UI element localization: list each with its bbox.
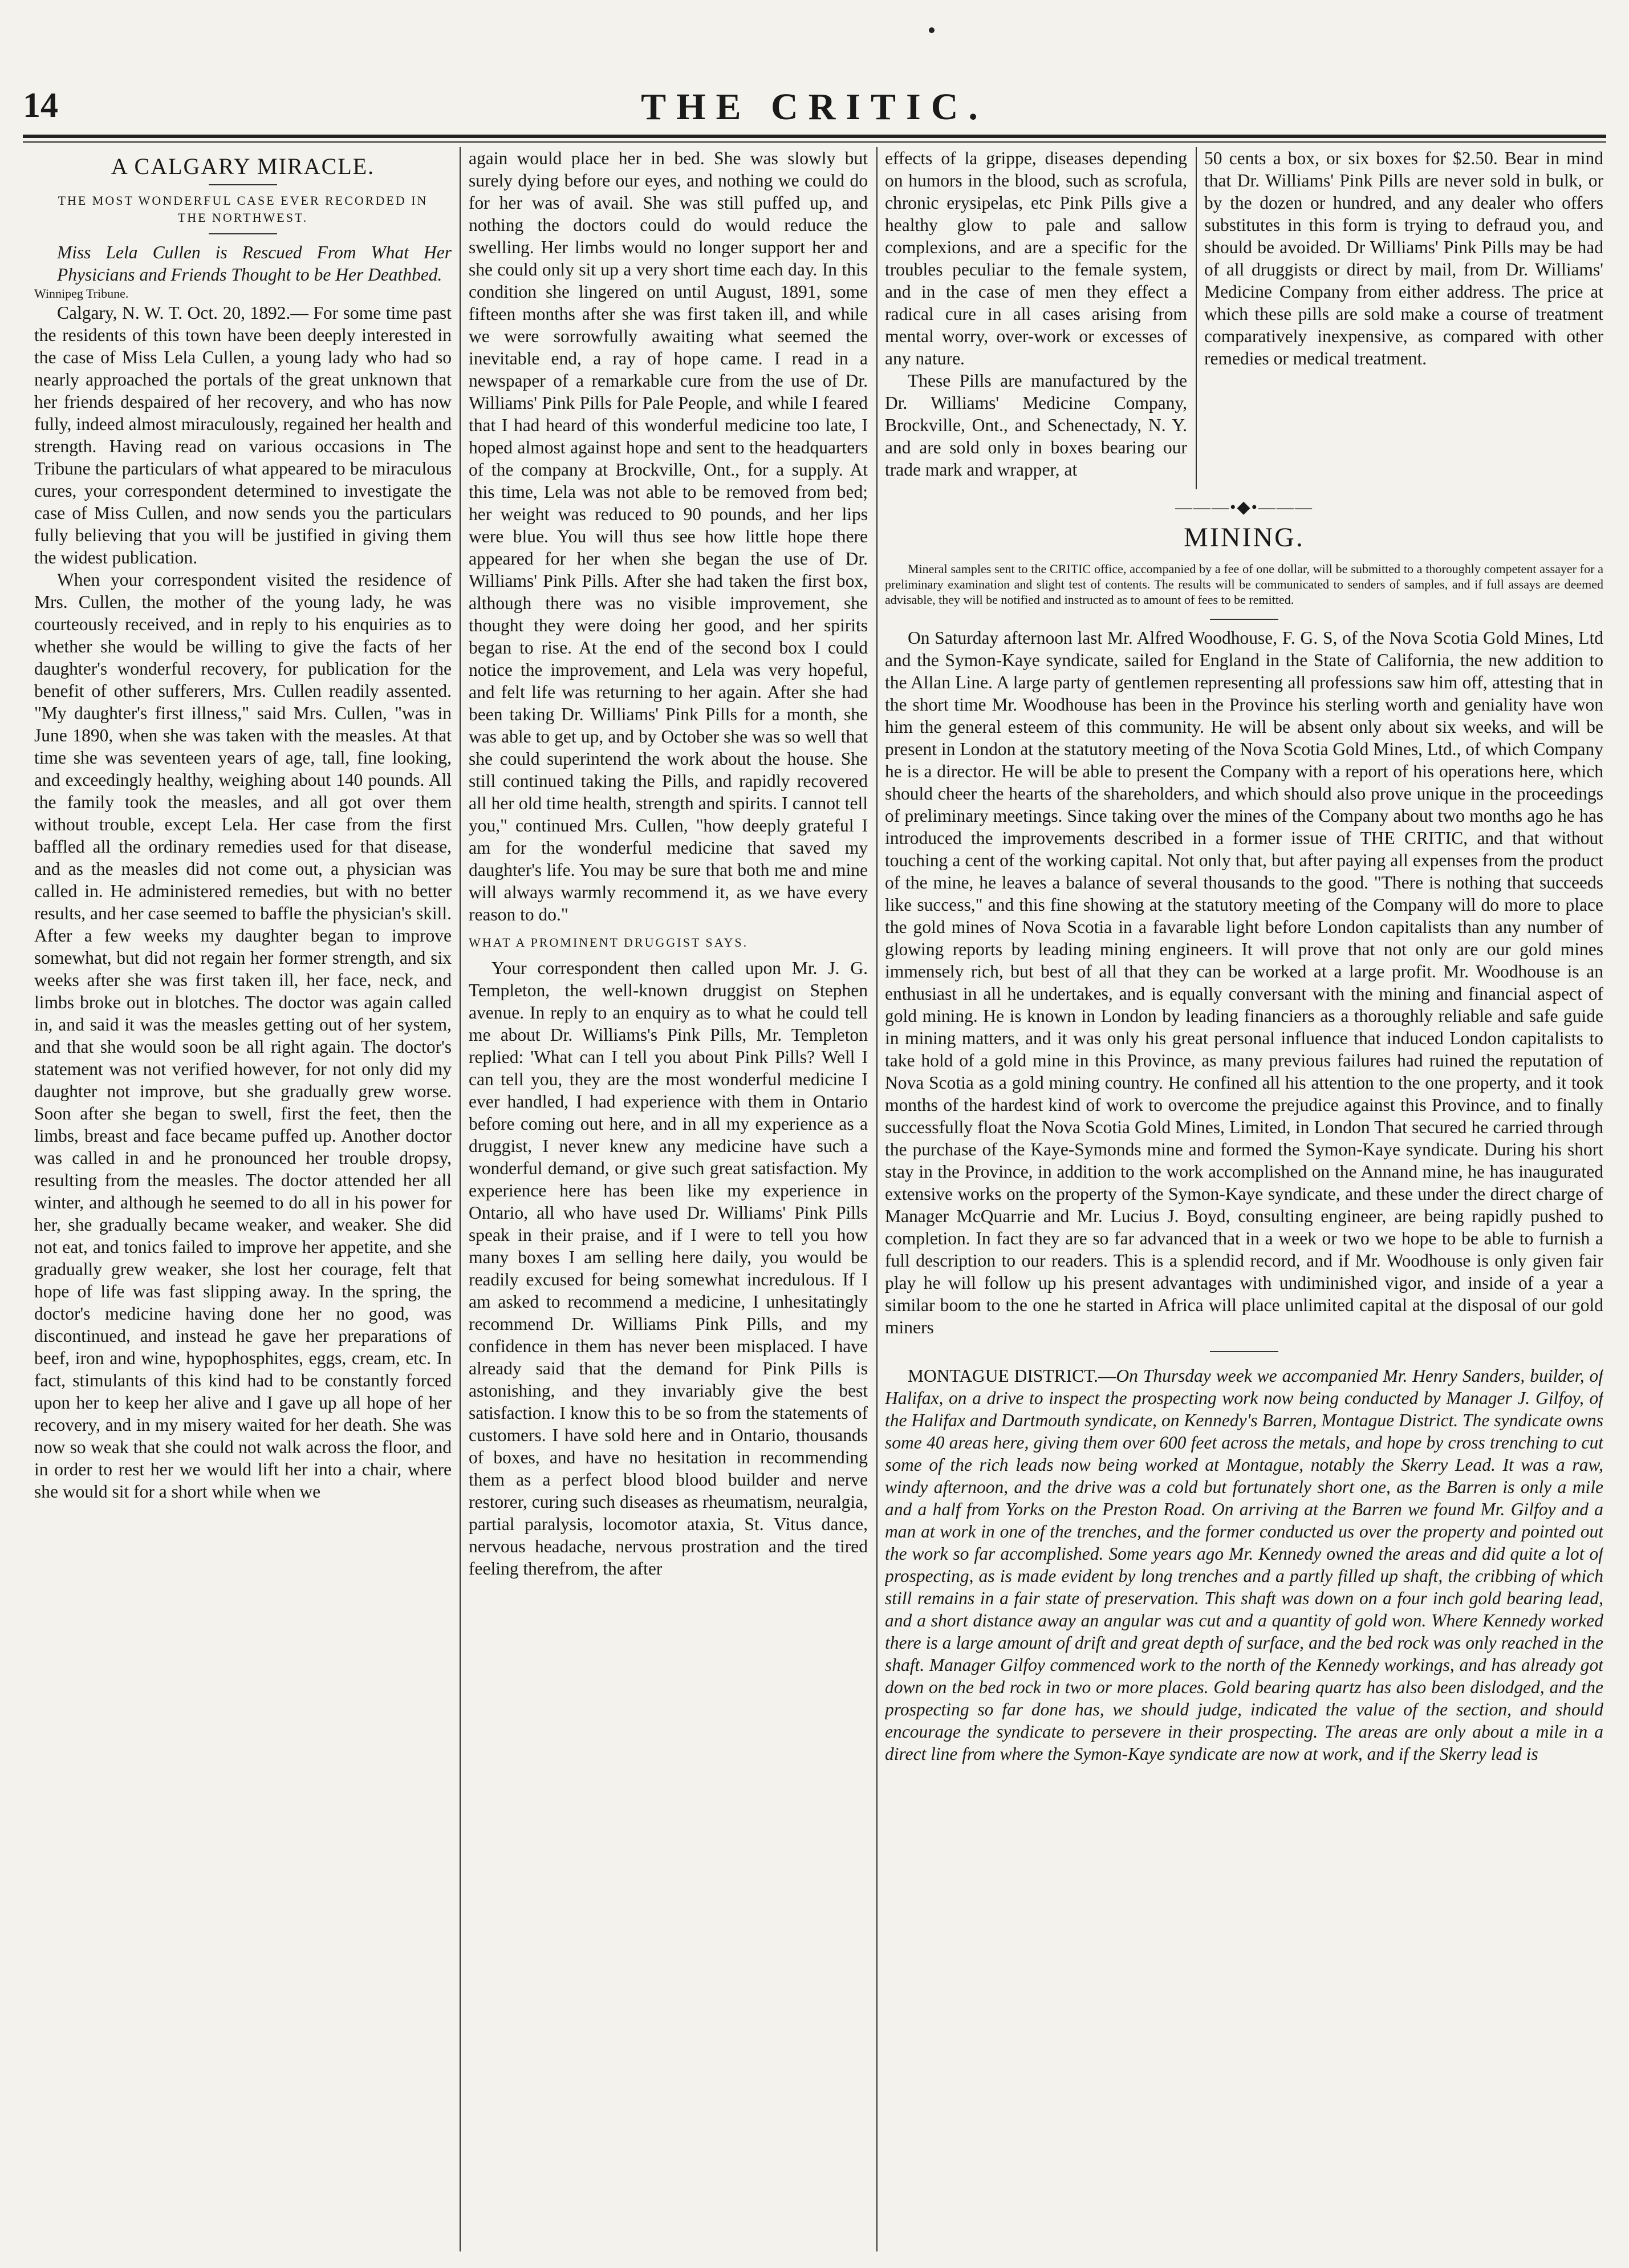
paragraph-lead: MONTAGUE DISTRICT. xyxy=(908,1366,1098,1386)
short-rule xyxy=(1210,1351,1278,1352)
article-paragraph: Calgary, N. W. T. Oct. 20, 1892.— For some time past the residents of this town have been deeply interested in the case of Miss Lela Cullen, a young lady who had so nearly approached the portals of the great unknown that her friends despaired of her recovery, and who has now fully, indeed almost miraculously, regained her health and strength. Having read on various occasions in The Tribune the particulars of what appeared to be miraculous cures, your correspondent determined to investigate the case of Miss Cullen, and now sends you the particulars fully believing that you will be justified in giving them the widest publication. xyxy=(34,303,452,567)
column-divider-1 xyxy=(460,147,461,2251)
column-1 xyxy=(34,147,452,2246)
section-subheading: WHAT A PROMINENT DRUGGIST SAYS. xyxy=(469,935,749,950)
short-rule xyxy=(209,184,277,185)
article-paragraph: effects of la grippe, diseases depending on humors in the blood, such as scrofula, chronic erysipelas, etc Pink Pills give a healthy glow to pale and sallow complexions, and are a specific for the troubles peculiar to the female system, and in the case of men they effect a radical cure in all cases arising from mental worry, over-work or excesses of any nature. xyxy=(885,148,1187,368)
article-paragraph: These Pills are manufactured by the Dr. Williams' Medicine Company, Brockville, Ont., and Schenectady, N. Y. and are sold only in boxes bearing our trade mark and wrapper, at xyxy=(885,371,1187,480)
article-paragraph: On Saturday afternoon last Mr. Alfred Woodhouse, F. G. S, of the Nova Scotia Gold Mines, Ltd and the Symon-Kaye syndicate, sailed for England in the State of California, the new addition to the Allan Line. A large party of gentlemen representing all professions saw him off, attesting that in the short time Mr. Woodhouse has been in the Province his sterling worth and geniality have won him the general esteem of this community. He will be absent only about six weeks, and will be present in London at the statutory meeting of the Nova Scotia Gold Mines, Ltd., of which Company he is a director. He will be able to present the Company with a report of his operations here, which should cheer the hearts of the shareholders, and which should also prove unique in the proceedings of preliminary meetings. Since taking over the mines of the Company about two months ago he has introduced the improvements described in a former issue of THE CRITIC, and that without touching a cent of the working capital. Not only that, but after paying all expenses from the product of the mine, he leaves a balance of several thousands to the good. "There is nothing that succeeds like success," and this fine showing at the statutory meeting of the Company will do more to place the gold mines of Nova Scotia in a favarable light before London capitalists than any number of glowing reports by leading mining engineers. It will prove that not only are our gold mines immensely rich, but best of all that they can be worked at a large profit. Mr. Woodhouse is an enthusiast in all he undertakes, and is equally conversant with the mining and financial aspect of gold mining. He is known in London by leading financiers as a thoroughly reliable and safe guide in mining matters, and it was only his great personal influence that induced London capitalists to take hold of a gold mine in this Province, as many previous failures had ruined the reputation of Nova Scotia as a gold mining country. He confined all his attention to the one property, and it took months of the hardest kind of work to overcome the prejudice against this Province, and to finally successfully float the Nova Scotia Gold Mines, Limited, in London That secured he carried through the purchase of the Kaye-Symonds mine and formed the Symon-Kaye syndicate. During his short stay in the Province, in addition to the work accomplished on the Annand mine, he has inaugurated extensive works on the property of the Symon-Kaye syndicate, and these under the direct charge of Manager McQuarrie and Mr. Lucius J. Boyd, consulting engineer, are being rapidly pushed to completion. In fact they are so far advanced that in a week or two we hope to be able to furnish a full description to our readers. This is a splendid record, and if Mr. Woodhouse is only given fair play he will follow up his present advantages with undiminished vigor, and inside of a year a similar boom to the one he started in Africa will place unlimited capital at the disposal of our gold miners xyxy=(885,628,1603,1337)
article-paragraph: When your correspondent visited the residence of Mrs. Cullen, the mother of the young lady, he was courteously received, and in reply to his enquiries as to whether she would be willing to give the facts of her daughter's wonderful recovery, for publication for the benefit of other sufferers, Mrs. Cullen readily assented. "My daughter's first illness," said Mrs. Cullen, "was in June 1890, when she was taken with the measles. At that time she was seventeen years of age, tall, fine looking, and exceedingly healthy, weighing about 140 pounds. All the family took the measles, and all got over them without trouble, except Lela. Her case from the first baffled all the ordinary remedies used for that disease, and as the measles did not come out, a physician was called in. He administered remedies, but with no better results, and her case seemed to baffle the physician's skill. After a few weeks my daughter began to improve somewhat, but did not regain her former strength, and six weeks after she was first taken ill, her face, neck, and limbs broke out in blotches. The doctor was again called in, and said it was the measles getting out of her system, and that she would soon be all right again. The doctor's statement was not verified however, for not only did my daughter not improve, but she gradually grew worse. Soon after she began to swell, first the feet, then the limbs, breast and face became puffed up. Another doctor was called in and he pronounced her trouble dropsy, resulting from the measles. The doctor attended her all winter, and although he seemed to do all in his power for her, she gradually became weaker, and weaker. She did not eat, and tonics failed to improve her appetite, and she gradually grew weaker, she lost her courage, felt that hope of life was fast slipping away. In the spring, the doctor's medicine having done her no good, was discontinued, and instead he gave her preparations of beef, iron and wine, hypophosphites, eggs, cream, etc. In fact, stimulants of this kind had to be constantly forced upon her to keep her alive and I gave up all hope of her recovery, and in my misery waited for her death. She was now so weak that she could not walk across the floor, and in order to rest her we would lift her into a chair, where she would sit for a short while when we xyxy=(34,570,452,1502)
article-source: Winnipeg Tribune. xyxy=(34,286,129,301)
article-deck: Miss Lela Cullen is Rescued From What Her Physicians and Friends Thought to be Her Deathbed. xyxy=(57,242,452,285)
column-3 xyxy=(885,147,1187,489)
article-subheading: THE MOST WONDERFUL CASE EVER RECORDED IN THE NORTHWEST. xyxy=(58,193,428,225)
article-paragraph: 50 cents a box, or six boxes for $2.50. Bear in mind that Dr. Williams' Pink Pills are never sold in bulk, or by the dozen or hundred, and any dealer who offers substitutes in this form is trying to defraud you, and should be avoided. Dr Williams' Pink Pills may be had of all druggists or direct by mail, from Dr. Williams' Medicine Company from either address. The price at which these pills are sold make a course of treatment comparatively inexpensive, as compared with other remedies or medical treatment. xyxy=(1204,148,1603,368)
article-heading: A CALGARY MIRACLE. xyxy=(111,153,375,179)
print-dot xyxy=(929,27,935,33)
newspaper-title: THE CRITIC. xyxy=(641,86,988,128)
masthead-rule xyxy=(23,135,1606,138)
page-number: 14 xyxy=(23,86,58,125)
short-rule xyxy=(209,233,277,234)
column-2 xyxy=(469,147,868,2246)
ornament-divider: ———•◆•——— xyxy=(1175,498,1314,517)
mining-section: ———•◆•——— MINING. Mineral samples sent to the CRITIC office, accompanied by a fee of one dollar, will be submitted to a thoroughly competent assayer for a preliminary examination and slight test of contents. The results will be communicated to senders of samples, and if full assays are deemed advisable, they will be notified and instructed as to amount of fees to be remitted. On Saturday afternoon last Mr. Alfred Woodhouse, F. G. S, of the Nova Scotia Gold Mines, Ltd and the Symon-Kaye syndicate, sailed for England in the State of California, the new addition to the Allan Line. A large party of gentlemen representing all professions saw him off, attesting that in the short time Mr. Woodhouse has been in the Province his sterling worth and geniality have won him the general esteem of this community. He will be absent only about six weeks, and will be present in London at the statutory meeting of the Nova Scotia Gold Mines, Ltd., of which Company he is a director. He will be able to present the Company with a report of his operations here, which should cheer the hearts of the shareholders, and which should also prove unique in the proceedings of preliminary meetings. Since taking over the mines of the Company about two months ago he has introduced the improvements described in a former issue of THE CRITIC, and that without touching a cent of the working capital. Not only that, but after paying all expenses from the product of the mine, he leaves a balance of several thousands to the good. "There is nothing that succeeds like success," and this fine showing at the statutory meeting of the Company will do more to place the gold mines of Nova Scotia in a favarable light before London capitalists than any number of glowing reports by leading mining engineers. It will prove that not only are our gold mines immensely rich, but best of all that they can be worked at a large profit. Mr. Woodhouse is an enthusiast in all he undertakes, and is equally conversant with the mining and financial aspect of gold mining. He is known in London by leading financiers as a thoroughly reliable and safe guide in mining matters, and it was only his great personal influence that induced London capitalists to take hold of a gold mine in this Province, as many previous failures had ruined the reputation of Nova Scotia as a gold mining country. He confined all his attention to the one property, and it took months of the hardest kind of work to overcome the prejudice against this Province, and to finally successfully float the Nova Scotia Gold Mines, Limited, in London That secured he carried through the purchase of the Kaye-Symonds mine and formed the Symon-Kaye syndicate. During his short stay in the Province, in addition to the work accomplished on the Annand mine, he has inaugurated extensive works on the property of the Symon-Kaye syndicate, and these under the direct charge of Manager McQuarrie and Mr. Lucius J. Boyd, consulting engineer, are being rapidly pushed to completion. In fact they are so far advanced that in a week or two we hope to be able to furnish a full description to our readers. This is a splendid record, and if Mr. Woodhouse is only given fair play he will follow up his present advantages with undiminished vigor, and inside of a year a similar boom to the one he started in Africa will place unlimited capital at the disposal of our gold miners MONTAGUE DISTRICT.—On Thursday week we accompanied Mr. Henry Sanders, builder, of Halifax, on a drive to inspect the prospecting work now being conducted by Manager J. Gilfoy, of the Halifax and Dartmouth syndicate, on Kennedy's Barren, Montague District. The syndicate owns some 40 areas here, giving them over 600 feet across the metals, and hope by cross trenching to cut some of the rich leads now being worked at Montague, notably the Skerry Lead. It was a raw, windy afternoon, and the drive was a cold but fortunately short one, as the Barren is only a mile and a half from Yorks on the Preston Road. On arriving at the Barren we found Mr. Gilfoy and a man at work in one of the trenches, and the former conducted us over the property and pointed out the work so far accomplished. Some years ago Mr. Kennedy owned the areas and did quite a lot of prospecting, as is made evident by long trenches and a partly filled up shaft, the cribbing of which still remains in a fair state of preservation. This shaft was down on a four inch gold bearing lead, and a short distance away an angular was cut and a quantity of gold won. Where Kennedy worked there is a large amount of drift and great depth of surface, and the bed rock was only reached in the shaft. Manager Gilfoy commenced work to the north of the Kennedy workings, and has already got down on the bed rock in two or more places. Gold bearing quartz has also been dislodged, and the prospecting so far done has, we should judge, indicated the value of the section, and should encourage the syndicate to persevere in their prospecting. The areas are only about a mile in a direct line from where the Symon-Kaye syndicate are now at work, and if the Skerry lead is xyxy=(885,496,1603,2247)
section-heading: MINING. xyxy=(1184,522,1305,553)
article-paragraph: again would place her in bed. She was slowly but surely dying before our eyes, and nothing we could do for her was of avail. She was still puffed up, and nothing the doctors could do would reduce the swelling. Her limbs would no longer support her and she could only sit up a very short time each day. In this condition she lingered on until August, 1891, some fifteen months after she was first taken ill, and while we were sorrowfully awaiting what seemed the inevitable end, a ray of hope came. I read in a newspaper of a remarkable cure from the use of Dr. Williams' Pink Pills for Pale People, and while I feared that I had heard of this wonderful medicine too late, I hoped almost against hope and sent to the headquarters of the company at Brockville, Ont., for a supply. At this time, Lela was not able to be removed from bed; her weight was reduced to 90 pounds, and her lips were blue. You will thus see how little hope there appeared for her when she began the use of Dr. Williams' Pink Pills. After she had taken the first box, although there was no visible improvement, she thought they were doing her good, and her spirits began to rise. At the end of the second box I could notice the improvement, and Lela was very hopeful, and felt life was returning to her again. After she had been taking Dr. Williams' Pink Pills for a month, she was able to get up, and by October she was so well that she could superintend the work about the house. She still continued taking the Pills, and rapidly recovered all her old time health, strength and spirits. I cannot tell you," continued Mrs. Cullen, "how deeply grateful I am for the wonderful medicine that saved my daughter's life. You may be sure that both me and mine will always warmly recommend it, as we have every reason to do." xyxy=(469,148,868,924)
column-divider-2 xyxy=(876,147,878,2251)
article-paragraph-text: On Thursday week we accompanied Mr. Henry Sanders, builder, of Halifax, on a drive to inspect the prospecting work now being conducted by Manager J. Gilfoy, of the Halifax and Dartmouth syndicate, on Kennedy's Barren, Montague District. The syndicate owns some 40 areas here, giving them over 600 feet across the metals, and hope by cross trenching to cut some of the rich leads now being worked at Montague, notably the Skerry Lead. It was a raw, windy afternoon, and the drive was a cold but fortunately short one, as the Barren is only a mile and a half from Yorks on the Preston Road. On arriving at the Barren we found Mr. Gilfoy and a man at work in one of the trenches, and the former conducted us over the property and pointed out the work so far accomplished. Some years ago Mr. Kennedy owned the areas and did quite a lot of prospecting, as is made evident by long trenches and a partly filled up shaft, the cribbing of which still remains in a fair state of preservation. This shaft was down on a four inch gold bearing lead, and a short distance away an angular was cut and a quantity of gold won. Where Kennedy worked there is a large amount of drift and great depth of surface, and the bed rock was only reached in the shaft. Manager Gilfoy commenced work to the north of the Kennedy workings, and has already got down on the bed rock in two or more places. Gold bearing quartz has also been dislodged, and the prospecting so far done has, we should judge, indicated the value of the section, and should encourage the syndicate to persevere in their prospecting. The areas are only about a mile in a direct line from where the Symon-Kaye syndicate are now at work, and if the Skerry lead is xyxy=(885,1366,1603,1764)
article-paragraph: Your correspondent then called upon Mr. J. G. Templeton, the well-known druggist on Stephen avenue. In reply to an enquiry as to what he could tell me about Dr. Williams's Pink Pills, Mr. Templeton replied: 'What can I tell you about Pink Pills? Well I can tell you, they are the most wonderful medicine I ever handled, I had experience with them in Ontario before coming out here, and in all my experience as a druggist, I never knew any medicine have such a wonderful demand, or give such great satisfaction. My experience here has been like my experience in Ontario, all who have used Dr. Williams' Pink Pills speak in their praise, and if I were to tell you how many boxes I am selling here daily, you would be readily excused for being somewhat incredulous. If I am asked to recommend a medicine, I unhesitatingly recommend Dr. Williams Pink Pills, and my confidence in them has never been misplaced. I have already said that the demand for Pink Pills is astonishing, and they invariably give the best satisfaction. I know this to be so from the statements of customers. I have sold here and in Ontario, thousands of boxes, and have no hesitation in recommending them as a perfect blood blood builder and nerve restorer, curing such diseases as rheumatism, neuralgia, partial paralysis, locomotor ataxia, St. Vitus dance, nervous headache, nervous prostration and the tired feeling therefrom, the after xyxy=(469,958,868,1579)
masthead xyxy=(23,86,1606,143)
masthead-rule-thin xyxy=(23,141,1606,143)
mining-notice: Mineral samples sent to the CRITIC office, accompanied by a fee of one dollar, will be submitted to a thoroughly competent assayer for a preliminary examination and slight test of contents. The results will be communicated to senders of samples, and if full assays are deemed advisable, they will be notified and instructed as to amount of fees to be remitted. xyxy=(885,562,1603,607)
short-rule xyxy=(1210,619,1278,620)
column-divider-3 xyxy=(1196,147,1197,489)
column-4 xyxy=(1204,147,1603,489)
